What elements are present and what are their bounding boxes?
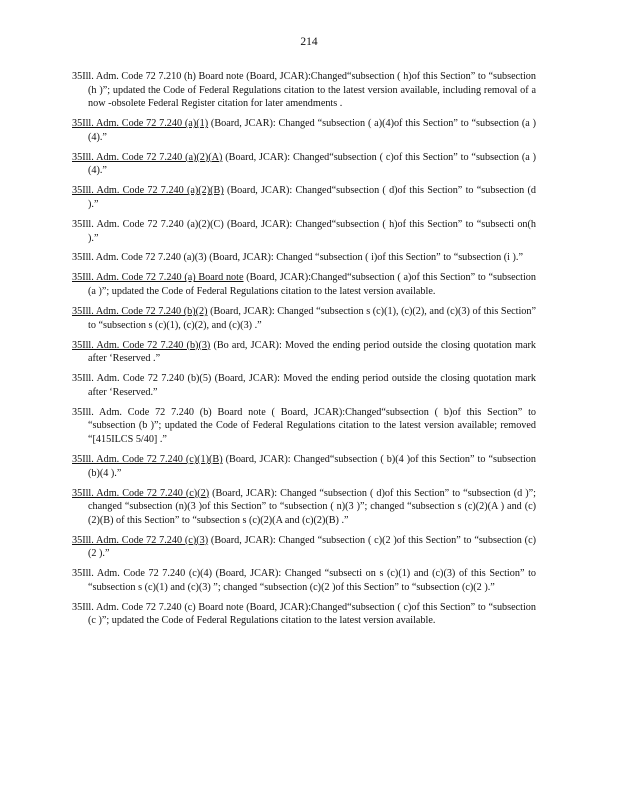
entry-text: (Board, JCAR):Changed“subsection ( a)of this Section” to “subsection (a )”; updated the Code of Federal Regulations citation to the latest version available. <box>88 272 536 298</box>
entry-text: (Board, JCAR): Changed“subsection ( c)of this Section” to “subsection (a )(4).” <box>88 151 536 177</box>
amendment-entry <box>72 339 536 366</box>
amendment-entry <box>72 487 536 528</box>
entry-text: ( Board, JCAR):Changed“subsection ( b)of this Section” to “subsection (b )”; updated the Code of Federal Regulations citation to the latest version available; removed “[415ILCS 5/40] .” <box>88 406 536 445</box>
citation: 35Ill. Adm. Code 72 7.240 (c)(4) <box>72 568 213 580</box>
amendment-entry <box>72 601 536 628</box>
entry-text: (Board, JCAR): Changed“subsection ( h)of this Section” to “subsecti on(h ).” <box>88 218 536 244</box>
entry-text: (Board, JCAR): Changed“subsection ( d)of this Section” to “subsection (d ).” <box>88 185 536 210</box>
amendment-entry <box>72 184 536 211</box>
amendment-entry <box>72 271 536 298</box>
amendment-entry <box>72 534 536 561</box>
entry-text: (Board, JCAR):Changed“subsection ( h)of this Section” to “subsection (h )”; updated the Code of Federal Regulations citation to the latest version available, including removal of a now -obsolete Federal Register citation for later amendments . <box>88 71 536 110</box>
citation-underlined: 35Ill. Adm. Code 72 7.240 (c)(1)(B) <box>72 453 223 465</box>
citation: 35Ill. Adm. Code 72 7.240 (a)(2)(C) <box>72 218 224 230</box>
amendment-entry <box>72 151 536 178</box>
amendment-entry <box>72 218 536 245</box>
citation-underlined: 35Ill. Adm. Code 72 7.240 (a)(2)(B) <box>72 185 224 197</box>
entry-text: (Board, JCAR): Moved the ending period outside the closing quotation mark after ‘Reserved.” <box>88 373 536 398</box>
citation: 35Ill. Adm. Code 72 7.240 (b) Board note <box>72 406 266 418</box>
entry-text: (Bo ard, JCAR): Moved the ending period outside the closing quotation mark after ‘Reserved .” <box>88 339 536 365</box>
entry-text: (Board, JCAR): Changed “subsecti on s (c)(1) and (c)(3) of this Section” to “subsection s (c)(1) and (c)(3) ”; changed “subsection (c)(2 )of this Section” to “subsection (c)(2 ).” <box>88 568 536 593</box>
citation-underlined: 35Ill. Adm. Code 72 7.240 (c)(2) <box>72 487 210 499</box>
amendment-entry <box>72 406 536 447</box>
entry-text: (Board, JCAR): Changed “subsection ( a)(4)of this Section” to “subsection (a )(4).” <box>88 118 536 143</box>
citation: 35Ill. Adm. Code 72 7.210 (h) Board note <box>72 71 244 82</box>
amendment-entry <box>72 70 536 111</box>
entry-text: (Board, JCAR): Changed“subsection ( b)(4 )of this Section” to “subsection (b)(4 ).” <box>88 453 536 479</box>
citation-underlined: 35Ill. Adm. Code 72 7.240 (a)(2)(A) <box>72 151 223 163</box>
citation-underlined: 35Ill. Adm. Code 72 7.240 (b)(3) <box>72 339 211 351</box>
amendment-entry <box>72 453 536 480</box>
entry-text: (Board, JCAR): Changed “subsection ( d)of this Section” to “subsection (d )”; changed “subsection (n)(3 )of this Section” to “subsection ( n)(3 )”; changed “subsection s (c)(2)(A ) and (c)(2)(B) of this Section” to “subsection s (c)(2)(A and (c)(2)(B) .” <box>88 487 536 526</box>
amendment-entry <box>72 117 536 144</box>
citation: 35Ill. Adm. Code 72 7.240 (a)(3) <box>72 252 207 264</box>
entry-text: (Board, JCAR):Changed“subsection ( c)of this Section” to “subsection (c )”; updated the Code of Federal Regulations citation to the latest version available. <box>88 601 536 627</box>
amendment-entry <box>72 372 536 399</box>
entry-text: (Board, JCAR): Changed “subsection ( i)of this Section” to “subsection (i ).” <box>206 252 524 264</box>
citation-underlined: 35Ill. Adm. Code 72 7.240 (a) Board note <box>72 272 244 284</box>
entry-text: (Board, JCAR): Changed “subsection s (c)(1), (c)(2), and (c)(3) of this Section” to “subsection s (c)(1), (c)(2), and (c)(3) .” <box>88 306 536 331</box>
page-number: 214 <box>300 36 318 48</box>
citation-underlined: 35Ill. Adm. Code 72 7.240 (a)(1) <box>72 118 209 130</box>
amendment-entry <box>72 305 536 332</box>
amendment-list <box>72 70 536 634</box>
amendment-entry <box>72 567 536 594</box>
entry-text: (Board, JCAR): Changed “subsection ( c)(2 )of this Section” to “subsection (c)(2 ).” <box>88 534 536 560</box>
amendment-entry <box>72 251 536 265</box>
citation: 35Ill. Adm. Code 72 7.240 (c) Board note <box>72 601 244 613</box>
citation-underlined: 35Ill. Adm. Code 72 7.240 (b)(2) <box>72 306 208 318</box>
citation-underlined: 35Ill. Adm. Code 72 7.240 (c)(3) <box>72 534 209 546</box>
citation: 35Ill. Adm. Code 72 7.240 (b)(5) <box>72 373 212 385</box>
